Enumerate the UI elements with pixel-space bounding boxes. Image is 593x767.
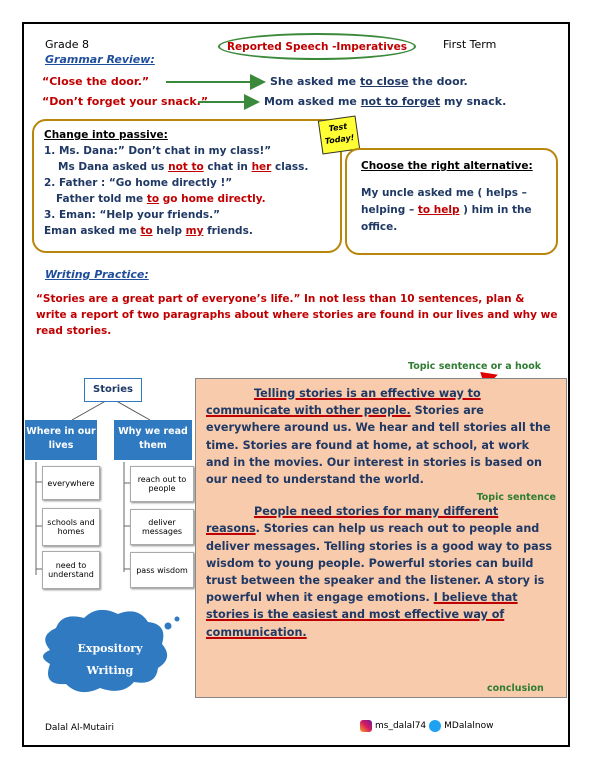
essay-p2-conclusion: I believe that stories is the easiest and most effective way of communication. [206,591,518,639]
twitter-icon [429,720,441,732]
instagram-icon [360,720,372,732]
example-1-highlight: to close [359,75,409,88]
annotation-conclusion: conclusion [487,683,544,694]
passive-box [32,119,342,253]
example-1-direct: “Close the door.” [42,75,150,88]
cloud-line-1: Expository [77,642,143,655]
example-1-post: the door. [408,75,468,88]
passive-4a: Father told me [56,193,147,205]
passive-line-4 [44,191,330,207]
map-right-item: deliver messages [130,509,194,545]
choose-text [361,185,542,236]
twitter-handle: MDalalnow [444,721,494,731]
passive-2d: her [251,161,272,173]
map-right-head: Why we read them [114,420,192,460]
map-left-item: everywhere [42,466,100,500]
grade-label: Grade 8 [45,38,90,51]
passive-line-6 [44,223,330,239]
term-label: First Term [443,38,497,51]
passive-6c: help [152,225,186,237]
social-handles [360,720,493,732]
passive-heading: Change into passive: [44,129,168,141]
passive-2e: class. [271,161,309,173]
essay-p2-body: . Stories can help us reach out to people and deliver messages. Telling stories is a good way to pass wisdom to young people. Powerful stories can build trust between the speaker and the listener. A story is powerful when it engage emotions. [206,522,553,605]
choose-text-2: ) him in the office. [361,204,532,233]
passive-line-1: 1. Ms. Dana:” Don’t chat in my class!” [44,145,272,157]
passive-line-3: 2. Father : “Go home directly !” [44,177,233,189]
passive-line-2 [44,159,330,175]
essay-paragraph-2 [206,503,556,641]
choose-text-1: My uncle asked me ( helps – helping – [361,187,527,216]
passive-2b: not to [168,161,204,173]
writing-prompt: “Stories are a great part of everyone’s life.” In not less than 10 sentences, plan & write a report of two paragraphs about where stories are found in our lives and why we read stories. [36,293,558,337]
passive-4b: to [146,193,160,205]
map-right-item: pass wisdom [130,552,194,588]
passive-4c: go home directly. [159,193,266,205]
passive-line-5: 3. Eman: “Help your friends.” [44,209,221,221]
passive-6e: friends. [203,225,253,237]
map-left-head: Where in our lives [25,420,97,460]
note-line-2: Today! [324,132,355,146]
passive-6a: Eman asked me [44,225,141,237]
passive-2c: chat in [203,161,252,173]
passive-6b: to [140,225,153,237]
example-2-post: my snack. [440,95,507,108]
essay-paragraph-1 [206,385,556,488]
map-left-item: schools and homes [42,508,100,546]
writing-practice-heading: Writing Practice: [45,268,149,281]
example-1-pre: She asked me [270,75,360,88]
cloud-line-2: Writing [86,664,134,677]
essay-p1-body: Stories are everywhere around us. We hear and tell stories all the time. Stories are found at home, at school, at work and in the movies. Our interest in stories is based on our need to understand the world. [206,404,551,487]
passive-6d: my [185,225,204,237]
example-2-highlight: not to forget [360,95,441,108]
choose-heading: Choose the right alternative: [361,160,533,172]
passive-2a: Ms Dana asked us [58,161,169,173]
note-line-1: Test [328,121,348,134]
annotation-topic: Topic sentence [476,492,556,504]
grammar-review-heading: Grammar Review: [45,53,155,66]
worksheet-title: Reported Speech -Imperatives [218,33,416,60]
example-2-pre: Mom asked me [264,95,361,108]
essay-box [195,378,567,698]
cloud-text [60,638,160,682]
instagram-handle: ms_dalal74 [375,721,427,731]
choose-answer: to help [417,204,460,216]
author-name: Dalal Al-Mutairi [45,723,114,733]
example-2-direct: “Don’t forget your snack.” [42,95,209,108]
essay-p1-topic: Telling stories is an effective way to communicate with other people. [206,387,481,418]
choose-box [345,148,558,255]
map-left-item: need to understand [42,551,100,589]
map-right-item: reach out to people [130,466,194,502]
map-root: Stories [84,378,142,402]
essay-p2-topic: People need stories for many different reasons [206,505,499,536]
annotation-hook: Topic sentence or a hook [408,361,542,372]
